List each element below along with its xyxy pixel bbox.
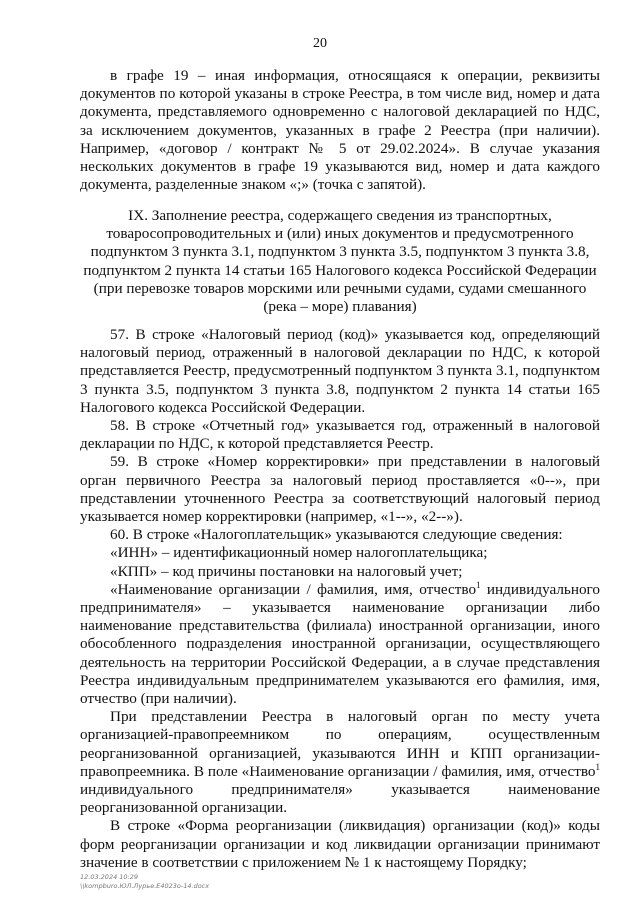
paragraph-57: 57. В строке «Налоговый период (код)» указывается код, определяющий налоговый период, отраженный в налоговой декларации по НДС, к которой представляется Реестр, предусмотренный подпунктом 3 пункта 3.1, подпунктом 3 пункта 3.5, подпунктом 3 пункта 3.8, подпунктом 2 пункта 14 статьи 165 Налогового кодекса Российской Федерации. bbox=[80, 326, 600, 416]
paragraph-name-text-b: индивидуального предпринимателя» – указывается наименование организации либо наименование представительства (филиала) иностранной организации, иного обособленного подразделения иностранной организации, осуществляющего деятельность на территории Российской Федерации, а в случае представления Реестра индивидуальным предпринимателем указываются его фамилия, имя, отчество (при наличии). bbox=[80, 580, 601, 708]
heading-line: (при перевозке товаров морскими или речными судами, судами смешанного bbox=[93, 279, 587, 297]
paragraph-inn: «ИНН» – идентификационный номер налогоплательщика; bbox=[110, 544, 488, 562]
paragraph-reorg-text-b: индивидуального предпринимателя» указывается наименование реорганизованной организации. bbox=[80, 781, 600, 817]
footnote-marker: 1 bbox=[476, 579, 481, 590]
paragraph-reorg-text-a: При представлении Реестра в налоговый орган по месту учета организацией-правопреемником по операциям, осуществленным реорганизованной организацией, указываются ИНН и КПП организации-правопреемника. В поле «Наименование организации / фамилия, имя, отчество bbox=[80, 708, 600, 780]
heading-line: подпунктом 3 пункта 3.1, подпунктом 3 пункта 3.5, подпунктом 3 пункта 3.8, bbox=[90, 243, 590, 261]
paragraph-name bbox=[80, 581, 600, 708]
paragraph-graph19: в графе 19 – иная информация, относящаяся к операции, реквизиты документов по которой указаны в строке Реестра, в том числе вид, номер и дата документа, представляемого одновременно с налоговой декларацией по НДС, за исключением документов, указанных в графе 2 Реестра (при наличии). Например, «договор / контракт № 5 от 29.02.2024». В случае указания нескольких документов в графе 19 указываются вид, номер и дата каждого документа, разделенные знаком «;» (точка с запятой). bbox=[80, 67, 600, 194]
footnote-marker: 1 bbox=[595, 761, 600, 772]
paragraph-block-main bbox=[80, 326, 600, 872]
file-footer bbox=[80, 873, 209, 891]
paragraph-kpp: «КПП» – код причины постановки на налоговый учет; bbox=[110, 562, 463, 580]
paragraph-59: 59. В строке «Номер корректировки» при представлении в налоговый орган первичного Реестра за налоговый период проставляется «0--», при представлении уточненного Реестра за соответствующий налоговый период указывается номер корректировки (например, «1--», «2--»). bbox=[80, 453, 600, 526]
heading-line: подпунктом 2 пункта 14 статьи 165 Налогового кодекса Российской Федерации bbox=[83, 261, 597, 279]
paragraph-60: 60. В строке «Налогоплательщик» указываются следующие сведения: bbox=[110, 526, 563, 544]
paragraph-reorg bbox=[80, 708, 600, 817]
section-heading bbox=[80, 207, 600, 316]
paragraph-name-text-a: «Наименование организации / фамилия, имя, отчество bbox=[110, 580, 477, 598]
paragraph-58: 58. В строке «Отчетный год» указывается год, отраженный в налоговой декларации по НДС, к которой представляется Реестр. bbox=[80, 417, 600, 453]
page-number: 20 bbox=[313, 36, 327, 51]
footer-file-path: \\kompburo.ЮЛ.Лурье.Е4023о-14.docx bbox=[80, 882, 210, 890]
paragraph-block-graph19 bbox=[80, 67, 600, 194]
heading-line: (река – море) плавания) bbox=[263, 298, 417, 316]
heading-line: IX. Заполнение реестра, содержащего сведения из транспортных, bbox=[128, 207, 552, 224]
heading-line: товаросопроводительных и (или) иных документов и предусмотренного bbox=[106, 225, 574, 243]
paragraph-reorg-form: В строке «Форма реорганизации (ликвидация) организации (код)» коды форм реорганизации организации и код ликвидации организации принимают значение в соответствии с приложением № 1 к настоящему Порядку; bbox=[80, 817, 600, 871]
footer-timestamp: 12.03.2024 10:29 bbox=[80, 873, 139, 881]
